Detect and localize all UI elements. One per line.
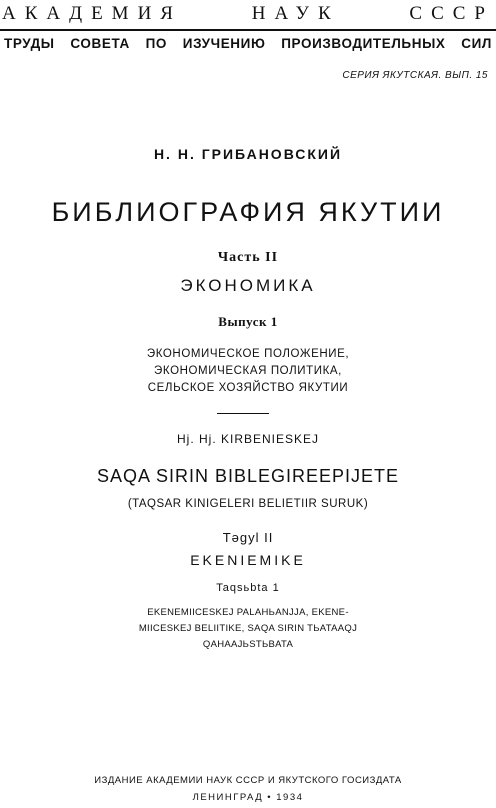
- author-name: Н. Н. ГРИБАНОВСКИЙ: [153, 146, 343, 162]
- description-line: MIICESKEJ BELIITIKE, SAQA SIRIN TЬATAAQЈ: [138, 623, 358, 634]
- description-sakha: [0, 605, 496, 653]
- issue-label-sakha: Taqsьbta 1: [216, 582, 280, 594]
- book-title-sakha: SAQA SIRIN BIBLEGIREEPIJETE: [96, 466, 400, 486]
- description-line: ЭКОНОМИЧЕСКАЯ ПОЛИТИКА,: [154, 365, 342, 377]
- publisher-line: ИЗДАНИЕ АКАДЕМИИ НАУК СССР И ЯКУТСКОГО ГОСИЗДАТА: [94, 775, 402, 786]
- academy-heading: АКАДЕМИЯ НАУК СССР: [2, 3, 494, 24]
- section-title-sakha: EKENIEMIKE: [190, 552, 306, 568]
- section-divider: [217, 413, 269, 414]
- description-line: ЭКОНОМИЧЕСКОЕ ПОЛОЖЕНИЕ,: [146, 348, 350, 360]
- city-year-line: ЛЕНИНГРАД • 1934: [192, 792, 304, 803]
- section-title: ЭКОНОМИКА: [180, 276, 316, 295]
- subtitle-sakha: (TAQSAR KINIGELERI BELIETIIR SURUK): [127, 498, 369, 510]
- description-line: СЕЛЬСКОЕ ХОЗЯЙСТВО ЯКУТИИ: [147, 382, 349, 394]
- part-label: Часть II: [217, 250, 279, 265]
- imprint: [0, 772, 496, 806]
- series-label: СЕРИЯ ЯКУТСКАЯ. ВЫП. 15: [342, 70, 488, 81]
- description-line: EKENEMIICESKEJ PALAHЬANЈЈA, EKENE-: [147, 607, 349, 618]
- author-name-sakha: Hj. Hj. KIRBENIESKEJ: [176, 432, 320, 446]
- description-russian: [0, 346, 496, 397]
- issue-label: Выпуск 1: [218, 314, 278, 329]
- part-label-sakha: Təgyl II: [222, 530, 274, 545]
- description-line: QAHAAJЬSTЬBATA: [202, 639, 294, 650]
- book-title: БИБЛИОГРАФИЯ ЯКУТИИ: [51, 197, 445, 227]
- council-heading: ТРУДЫ СОВЕТА ПО ИЗУЧЕНИЮ ПРОИЗВОДИТЕЛЬНЫХ СИЛ: [4, 36, 492, 51]
- header-rule: [0, 29, 496, 31]
